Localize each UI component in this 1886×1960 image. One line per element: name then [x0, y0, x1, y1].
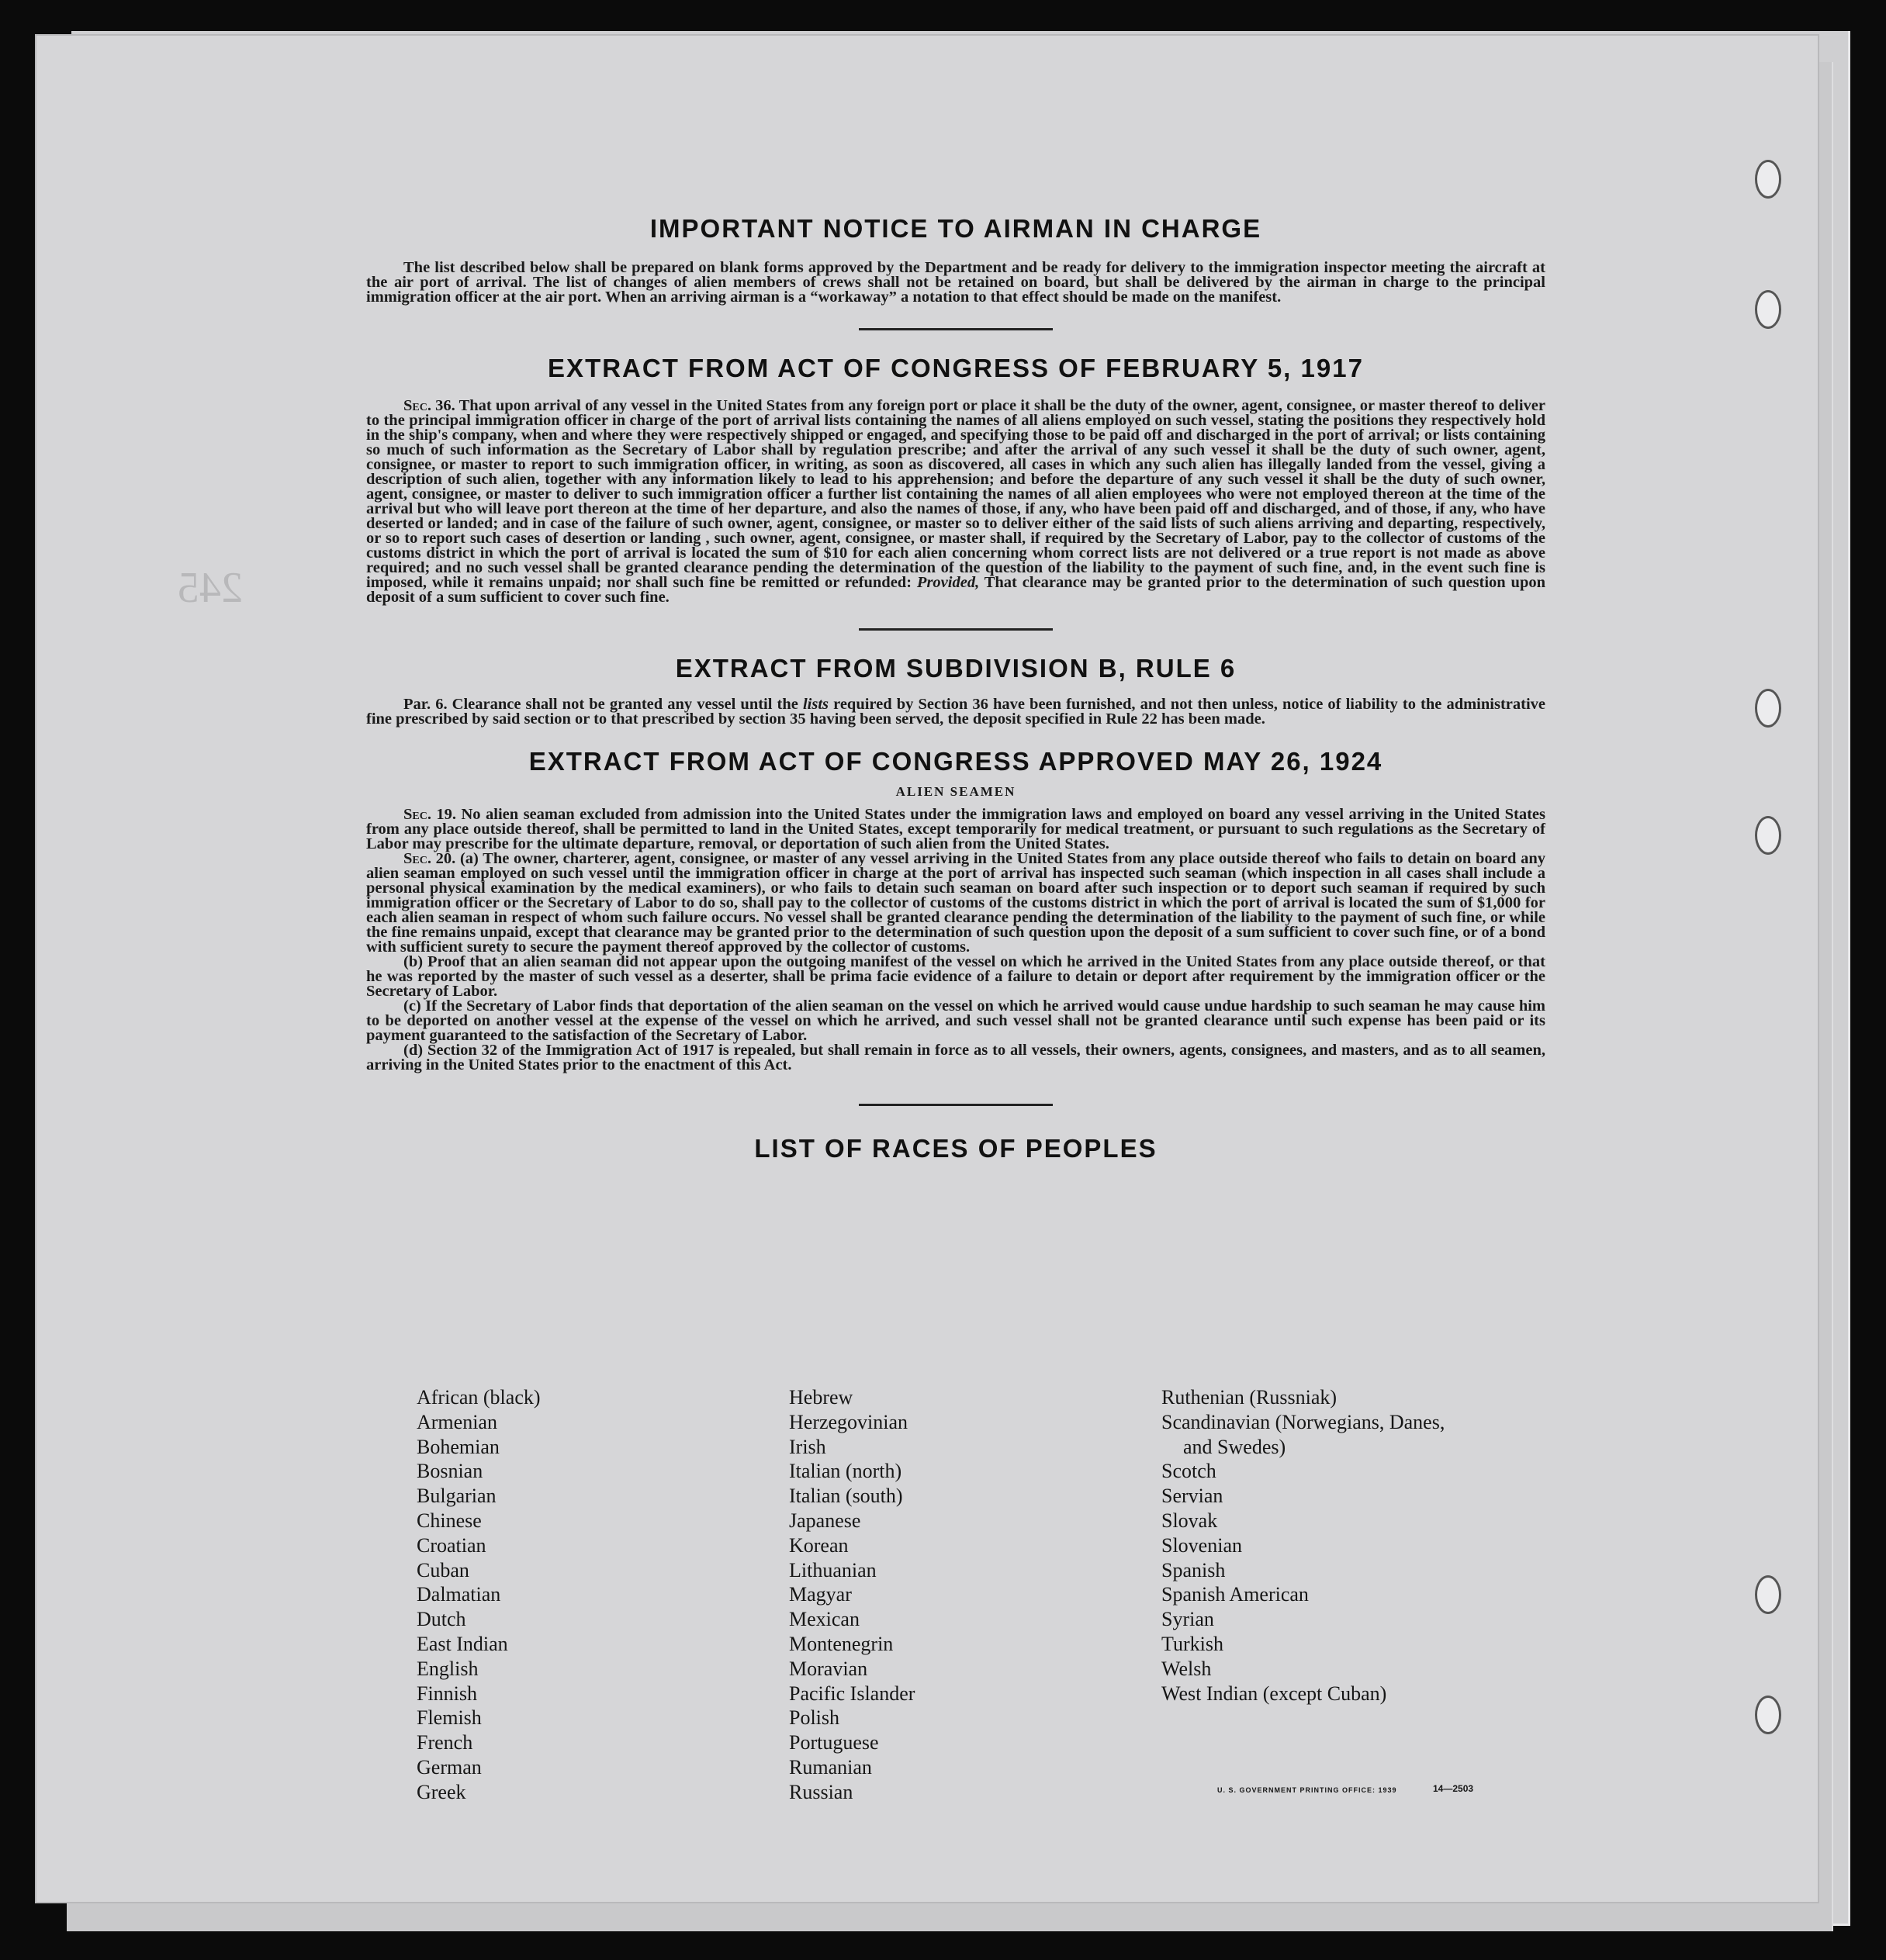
- race-item: Syrian: [1161, 1608, 1214, 1631]
- sec36-text-a: That upon arrival of any vessel in the United States from any foreign port or place it shall be the duty of the owner, agent, consignee, or master thereof to deliver to the principal immigration officer in charge of the port of arrival lists containing the names of all aliens employed on such vessel, stating the positions they respectively hold in the ship's company, when and where they were respectively shipped or engaged, and specifying those to be paid off and discharged in the port of arrival; or lists containing so much of such information as the Secretary of Labor shall by regulation prescribe; and after the arrival of any such vessel it shall be the duty of such owner, agent, consignee, or master to report to such immigration officer, in writing, as soon as discovered, all cases in which any such alien has illegally landed from the vessel, giving a description of such alien, together with any information likely to lead to his apprehension; and before the departure of any such vessel it shall be the duty of such owner, agent, consignee, or master to deliver to such immigration officer a further list containing the names of all alien employees who were not employed thereon at the time of the arrival but who will leave port thereon at the time of her departure, and also the names of those, if any, who have been paid off and discharged, and of those, if any, who have deserted or landed; and in case of the failure of such owner, agent, consignee, or master so to deliver either of the said lists of such aliens arriving and departing, respectively, or so to report such cases of desertion or landing , such owner, agent, consignee, or master shall, if required by the Secretary of Labor, pay to the collector of customs of the customs district in which the port of arrival is located the sum of $10 for each alien concerning whom correct lists are not delivered or a true report is not made as above required; and no such vessel shall be granted clearance pending the determination of the question of the liability to the payment of such fine, and, in the event such fine is imposed, while it remains unpaid; nor shall such fine be remitted or refunded:: [366, 397, 1545, 591]
- sec20a-text: (a) The owner, charterer, agent, consignee, or master of any vessel arriving in the United States from any place outside thereof who fails to detain on board any alien seaman employed on such vessel until the immigration officer in charge at the port of arrival has inspected such seaman (which inspection in all cases shall include a personal physical examination by the medical examiners), or who fails to detain such seaman on board after such inspection or to deport such seaman if required by such immigration officer or the Secretary of Labor to do so, shall pay to the collector of customs of the customs district in which the port of arrival is located the sum of $1,000 for each alien seaman in respect of whom such failure occurs. No vessel shall be granted clearance pending the determination of the liability to the payment of such fine, or while the fine remains unpaid, except that clearance may be granted prior to the determination of such question upon the deposit of a sum sufficient to cover such fine, or of a bond with sufficient surety to secure the payment thereof approved by the collector of customs.: [366, 850, 1545, 956]
- race-item: French: [417, 1731, 473, 1754]
- race-item: Spanish American: [1161, 1583, 1309, 1606]
- races-column-3: [1161, 1385, 1534, 1805]
- printer-imprint: U. S. GOVERNMENT PRINTING OFFICE: 1939: [1217, 1786, 1397, 1794]
- sec36-label: Sec. 36.: [403, 397, 455, 414]
- sec19: [366, 807, 1545, 852]
- binder-hole: [1755, 689, 1781, 728]
- race-item: Slovak: [1161, 1509, 1218, 1532]
- race-item: Russian: [789, 1780, 853, 1803]
- binder-hole: [1755, 1696, 1781, 1734]
- sec20c: (c) If the Secretary of Labor finds that deportation of the alien seaman on the vessel on which he arrived would cause undue hardship to such seaman he may cause him to be deported on another vessel at the expense of the vessel on which he arrived, and such vessel shall not be granted clearance until such expense has been paid or its payment guaranteed to the satisfaction of the Secretary of Labor.: [366, 997, 1545, 1044]
- race-item: Scotch: [1161, 1460, 1216, 1483]
- race-item-wrap: and Swedes): [1183, 1435, 1286, 1458]
- binder-hole: [1755, 1575, 1781, 1614]
- act-1917-sec36: [366, 399, 1545, 605]
- race-item: Italian (north): [789, 1460, 902, 1483]
- race-item: Bulgarian: [417, 1485, 497, 1508]
- bleed-through-number: 245: [178, 564, 243, 612]
- sec19-text: No alien seaman excluded from admission into the United States under the immigration laws and employed on board any vessel arriving in the United States from any place outside thereof, shall be permitted to land in the United States, except temporarily for medical treatment, or pursuant to such regulations as the Secretary of Labor may prescribe for the ultimate departure, removal, or deportation of such alien from the United States.: [366, 806, 1546, 852]
- document-page: [35, 34, 1819, 1903]
- race-item: Hebrew: [789, 1386, 853, 1409]
- race-item: West Indian (except Cuban): [1161, 1682, 1387, 1705]
- races-list: [417, 1385, 1534, 1805]
- act-1924-title: EXTRACT FROM ACT OF CONGRESS APPROVED MAY 26, 1924: [528, 747, 1383, 776]
- binder-hole: [1755, 290, 1781, 329]
- race-item: Chinese: [417, 1509, 482, 1532]
- race-item: Welsh: [1161, 1657, 1212, 1680]
- races-column-3-top: [1161, 1385, 1534, 1435]
- act-1917-title: EXTRACT FROM ACT OF CONGRESS OF FEBRUARY 5, 1917: [548, 354, 1364, 382]
- alien-seamen-subtitle: ALIEN SEAMEN: [895, 784, 1016, 799]
- race-item: Greek: [417, 1780, 466, 1803]
- race-item: Polish: [789, 1706, 840, 1730]
- sec20-label: Sec. 20.: [403, 850, 456, 867]
- race-item: Ruthenian (Russniak): [1161, 1386, 1338, 1409]
- proviso-word: Provided,: [916, 574, 980, 591]
- race-item: Moravian: [789, 1657, 868, 1680]
- races-column-1: [417, 1385, 789, 1805]
- divider: [859, 328, 1053, 330]
- lists-word: lists: [802, 696, 829, 713]
- race-item: Italian (south): [789, 1485, 903, 1508]
- races-title: LIST OF RACES OF PEOPLES: [754, 1134, 1158, 1163]
- race-item: Bosnian: [417, 1460, 483, 1483]
- race-item: German: [417, 1755, 482, 1779]
- race-item: Korean: [789, 1533, 849, 1557]
- notice-body: The list described below shall be prepared on blank forms approved by the Department and be ready for delivery to the immigration inspector meeting the aircraft at the air port of arrival. The list of changes of alien members of crews shall not be retained on board, but shall be delivered by the airman in charge to the principal immigration officer at the air port. When an arriving airman is a “workaway” a notation to that effect should be made on the manifest.: [366, 259, 1545, 306]
- sec20d: (d) Section 32 of the Immigration Act of 1917 is repealed, but shall remain in force as to all vessels, their owners, agents, consignees, and masters, and as to all seamen, arriving in the United States prior to the enactment of this Act.: [366, 1042, 1545, 1073]
- divider: [859, 1104, 1053, 1106]
- sec20a: [366, 852, 1545, 955]
- race-item: Irish: [789, 1435, 826, 1458]
- race-item: Flemish: [417, 1706, 482, 1730]
- race-item: African (black): [417, 1386, 541, 1409]
- race-item: Herzegovinian: [789, 1410, 908, 1433]
- rule6-title: EXTRACT FROM SUBDIVISION B, RULE 6: [675, 654, 1237, 683]
- rule6-par6: [366, 697, 1545, 727]
- races-column-2: [789, 1385, 1161, 1805]
- divider: [859, 628, 1053, 631]
- race-item: Lithuanian: [789, 1558, 877, 1581]
- race-item: Spanish: [1161, 1558, 1226, 1581]
- race-item: Finnish: [417, 1682, 478, 1705]
- race-item: Bohemian: [417, 1435, 500, 1458]
- document-body: [366, 179, 1545, 1163]
- race-item: Mexican: [789, 1608, 860, 1631]
- race-item: Slovenian: [1161, 1533, 1242, 1557]
- race-item: East Indian: [417, 1632, 508, 1655]
- binder-hole: [1755, 160, 1781, 199]
- race-item: Turkish: [1161, 1632, 1223, 1655]
- race-item: Scandinavian (Norwegians, Danes,: [1161, 1410, 1445, 1433]
- race-item: Dutch: [417, 1608, 466, 1631]
- race-item: English: [417, 1657, 479, 1680]
- races-column-3-bottom: [1161, 1459, 1534, 1706]
- race-item: Montenegrin: [789, 1632, 894, 1655]
- race-item: Pacific Islander: [789, 1682, 915, 1705]
- race-item: Japanese: [789, 1509, 861, 1532]
- race-item: Armenian: [417, 1410, 497, 1433]
- par6-text-b: required by Section 36 have been furnished, and not then unless, notice of liability to the administrative fine prescribed by said section or to that prescribed by section 35 having been served, the deposit specified in Rule 22 has been made.: [366, 696, 1545, 728]
- race-item: Rumanian: [789, 1755, 872, 1779]
- sec20b: (b) Proof that an alien seaman did not appear upon the outgoing manifest of the vessel on which he arrived in the United States from any place outside thereof, or that he was reported by the master of such vessel as a deserter, shall be prima facie evidence of a failure to detain or deport after requirement by the immigration officer or the Secretary of Labor.: [366, 953, 1545, 1000]
- race-item: Cuban: [417, 1558, 469, 1581]
- sec36-text-b: That clearance may be granted prior to the determination of such question upon deposit of a sum sufficient to cover such fine.: [366, 574, 1545, 606]
- par6-text-a: Par. 6. Clearance shall not be granted any vessel until the: [403, 696, 798, 713]
- race-item: Magyar: [789, 1583, 852, 1606]
- notice-title: IMPORTANT NOTICE TO AIRMAN IN CHARGE: [649, 214, 1262, 243]
- binder-hole: [1755, 816, 1781, 855]
- race-item: Portuguese: [789, 1731, 879, 1754]
- race-item: Servian: [1161, 1485, 1223, 1508]
- race-item: Croatian: [417, 1533, 486, 1557]
- sec19-label: Sec. 19.: [403, 806, 457, 823]
- race-item: Dalmatian: [417, 1583, 501, 1606]
- form-number: 14—2503: [1433, 1783, 1474, 1794]
